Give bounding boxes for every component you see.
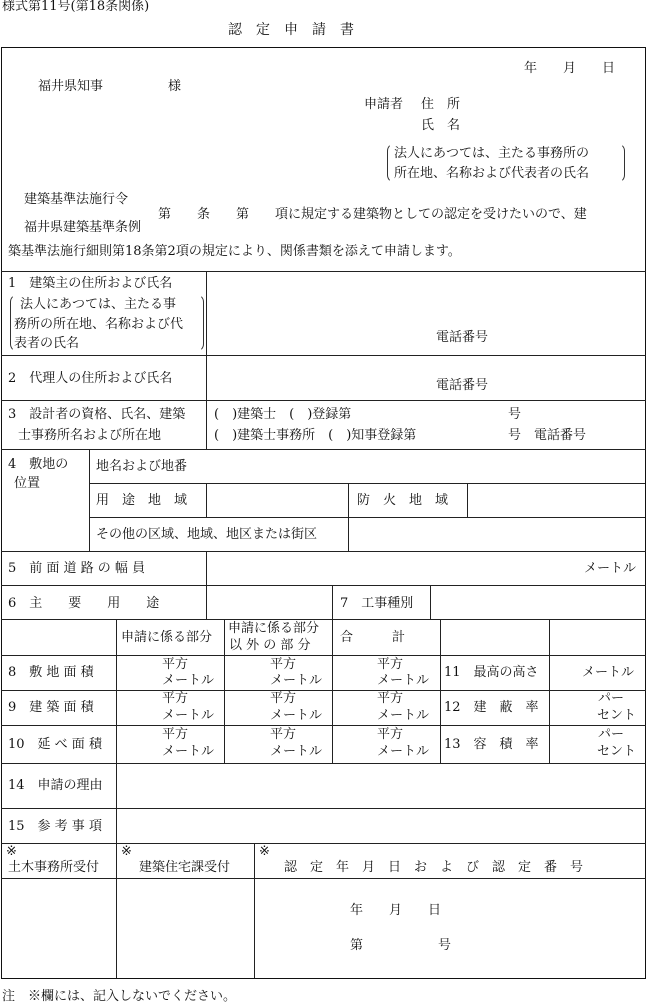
law-name-2: 福井県建築基準条例 — [24, 220, 142, 235]
grid-line — [1, 843, 646, 844]
grid-line — [89, 517, 645, 518]
row-3-office-no-phone: 号 電話番号 — [508, 428, 587, 443]
row-1-phone-label: 電話番号 — [436, 330, 489, 345]
application-statement-line-1: 第 条 第 項に規定する建築物としての認定を受けたいので、建 — [158, 207, 587, 222]
applicant-name-label: 氏 名 — [421, 118, 461, 133]
column-header-applied: 申請に係る部分 — [121, 630, 213, 645]
grid-line — [348, 483, 349, 551]
row-8-unit-a-2: メートル — [162, 673, 215, 688]
applicant-address-label: 住 所 — [421, 97, 461, 112]
row-9-unit-a-2: メートル — [162, 708, 215, 723]
row-3-label-line-1: 3 設計者の資格、氏名、建築 — [8, 407, 186, 422]
applicant-label: 申請者 — [364, 97, 404, 112]
grid-line — [206, 483, 207, 517]
grid-line — [467, 483, 468, 517]
row-4-other-zone-label: その他の区域、地域、地区または街区 — [96, 527, 318, 542]
grid-line — [116, 843, 117, 978]
grid-line — [1, 763, 646, 764]
row-8-unit-a-1: 平方 — [162, 657, 189, 672]
column-header-other-line-1: 申請に係る部分 — [228, 621, 320, 636]
row-13-unit-2: セント — [597, 744, 637, 759]
row-9-unit-b-2: メートル — [270, 708, 323, 723]
form-number: 様式第11号(第18条関係) — [2, 0, 150, 14]
column-header-total: 合 計 — [340, 630, 406, 645]
row-10-unit-a-2: メートル — [162, 744, 215, 759]
row-12-unit-1: パー — [598, 691, 625, 706]
row-15-label: 15 参 考 事 項 — [8, 819, 102, 834]
row-3-office-line: ( )建築士事務所 ( )知事登録第 — [214, 428, 417, 443]
row-9-unit-a-1: 平方 — [162, 691, 189, 706]
grid-line — [549, 619, 550, 763]
row-3-architect-line: ( )建築士 ( )登録第 — [214, 407, 352, 422]
row-1-label: 1 建築主の住所および氏名 — [8, 276, 173, 291]
grid-line — [1, 355, 646, 356]
grid-line — [116, 619, 117, 843]
row-14-label: 14 申請の理由 — [8, 778, 103, 793]
grid-line — [440, 619, 441, 763]
certification-date-number-label: 認 定 年 月 日 お よ び 認 定 番 号 — [284, 860, 584, 875]
row-10-unit-c-1: 平方 — [377, 727, 404, 742]
grid-line — [89, 449, 90, 551]
grid-line — [332, 585, 333, 619]
row-11-unit: メートル — [582, 665, 635, 680]
frame-top — [1, 47, 646, 48]
grid-line — [254, 843, 255, 978]
grid-line — [1, 808, 646, 809]
row-10-label: 10 延 べ 面 積 — [8, 737, 102, 752]
row-9-unit-b-1: 平方 — [270, 691, 297, 706]
frame-bottom — [1, 978, 646, 979]
frame-right — [645, 47, 646, 979]
grid-line — [1, 585, 646, 586]
row-12-label: 12 建 蔽 率 — [444, 700, 539, 715]
form-title: 認 定 申 請 書 — [228, 22, 354, 38]
grid-line — [206, 271, 207, 449]
row-8-unit-b-2: メートル — [270, 673, 323, 688]
row-10-unit-c-2: メートル — [377, 744, 430, 759]
grid-line — [332, 619, 333, 763]
row-9-unit-c-1: 平方 — [377, 691, 404, 706]
row-10-unit-b-1: 平方 — [270, 727, 297, 742]
row-5-unit: メートル — [584, 561, 637, 576]
row-10-unit-b-2: メートル — [270, 744, 323, 759]
row-13-unit-1: パー — [598, 727, 625, 742]
grid-line — [1, 271, 646, 272]
certification-number-suffix: 号 — [438, 938, 452, 953]
row-10-unit-a-1: 平方 — [162, 727, 189, 742]
row-8-unit-c-1: 平方 — [377, 657, 404, 672]
grid-line — [224, 619, 225, 763]
row-7-label: 7 工事種別 — [340, 596, 414, 611]
addressee-honorific: 様 — [168, 79, 182, 94]
addressee: 福井県知事 — [38, 79, 104, 94]
row-9-label: 9 建 築 面 積 — [8, 700, 94, 715]
civil-office-receipt-label: 土木事務所受付 — [8, 860, 100, 875]
row-6-label: 6 主 要 用 途 — [8, 596, 160, 611]
reception-mark-3: ※ — [259, 844, 270, 859]
row-4-use-zone-label: 用 途 地 域 — [96, 493, 188, 508]
frame-left — [1, 47, 2, 979]
row-2-phone-label: 電話番号 — [436, 378, 489, 393]
certification-number-prefix: 第 — [350, 938, 364, 953]
row-11-label: 11 最高の高さ — [444, 665, 539, 680]
housing-division-receipt-label: 建築住宅課受付 — [139, 860, 231, 875]
application-date: 年 月 日 — [524, 61, 616, 76]
row-4-lot-number-label: 地名および地番 — [96, 459, 188, 474]
column-header-other-line-2: 以 外 の 部 分 — [229, 638, 311, 653]
corporation-note-line-1: 法人にあつては、主たる事務所の — [394, 146, 590, 161]
row-1-note-line-2: 務所の所在地、名称および代 — [14, 317, 184, 332]
row-13-label: 13 容 積 率 — [444, 737, 539, 752]
row-4-label-line-2: 位置 — [14, 476, 41, 491]
row-8-unit-c-2: メートル — [377, 673, 430, 688]
row-2-label: 2 代理人の住所および氏名 — [8, 371, 173, 386]
grid-line — [89, 483, 645, 484]
reception-mark-2: ※ — [121, 844, 132, 859]
grid-line — [1, 400, 646, 401]
application-statement-line-2: 築基準法施行細則第18条第2項の規定により、関係書類を添えて申請します。 — [8, 244, 461, 259]
footer-note: 注 ※欄には、記入しないでください。 — [2, 989, 237, 1004]
row-9-unit-c-2: メートル — [377, 708, 430, 723]
row-12-unit-2: セント — [597, 708, 637, 723]
grid-line — [1, 551, 646, 552]
row-5-label: 5 前 面 道 路 の 幅 員 — [8, 561, 146, 576]
row-8-label: 8 敷 地 面 積 — [8, 665, 94, 680]
grid-line — [206, 551, 207, 619]
row-4-label-line-1: 4 敷地の — [8, 457, 69, 472]
row-1-note-line-1: 法人にあつては、主たる事 — [20, 297, 177, 312]
corporation-note-line-2: 所在地、名称および代表者の氏名 — [394, 166, 590, 181]
grid-line — [1, 449, 646, 450]
row-8-unit-b-1: 平方 — [270, 657, 297, 672]
row-4-fire-zone-label: 防 火 地 域 — [357, 493, 449, 508]
law-name-1: 建築基準法施行令 — [24, 192, 129, 207]
row-3-architect-no: 号 — [508, 407, 522, 422]
row-1-note-line-3: 表者の氏名 — [14, 336, 80, 351]
reception-mark-1: ※ — [6, 844, 17, 859]
certification-date-blank: 年 月 日 — [350, 903, 442, 918]
row-3-label-line-2: 士事務所名および所在地 — [18, 428, 162, 443]
grid-line — [430, 585, 431, 619]
grid-line — [1, 878, 646, 879]
